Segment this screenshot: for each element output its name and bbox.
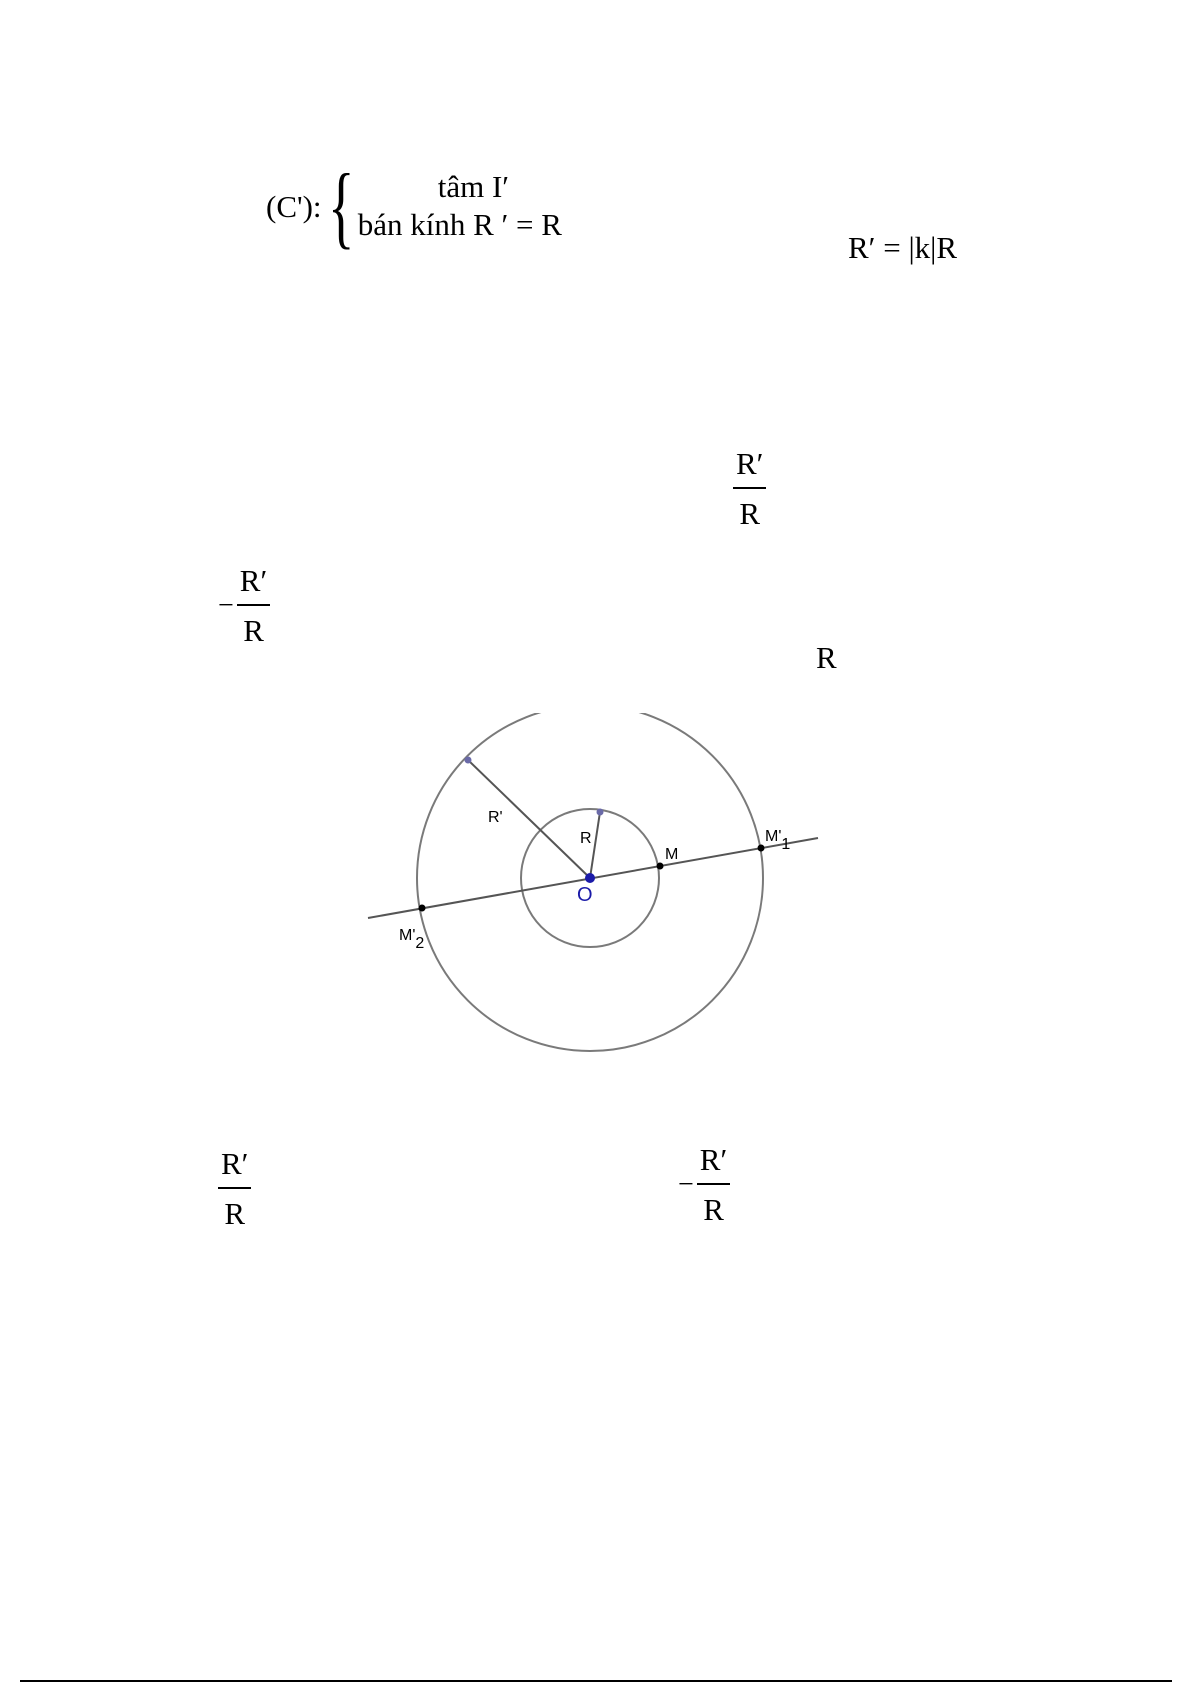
label-m1-sub: 1 <box>781 836 791 853</box>
outer-radius-segment <box>468 760 590 878</box>
fraction-denominator: R <box>703 1192 724 1227</box>
system-label: (C'): <box>266 188 322 224</box>
fraction-bar <box>237 604 270 606</box>
fraction-denominator: R <box>224 1196 246 1231</box>
system-line-radius: bán kính R ′ = R <box>357 207 562 242</box>
fraction-numerator: R′ <box>221 1146 249 1181</box>
point-m <box>657 863 664 870</box>
inner-radius-endpoint <box>597 809 604 816</box>
fraction-numerator: R′ <box>736 446 764 481</box>
center-point <box>585 873 595 883</box>
label-m1 <box>765 828 790 853</box>
fraction-numerator: R′ <box>239 563 268 598</box>
fraction-bar <box>697 1183 730 1185</box>
label-m2 <box>399 927 424 952</box>
page-bottom-rule <box>20 1680 1172 1682</box>
fraction-bar <box>218 1187 251 1189</box>
circle-image-system <box>266 155 562 257</box>
bottom-ratio-fraction <box>218 1148 251 1229</box>
homothety-figure <box>360 710 830 1060</box>
label-m1-base: M' <box>765 828 782 845</box>
fraction-denominator: R <box>243 613 264 648</box>
fraction-denominator: R <box>739 496 761 531</box>
negative-ratio-fraction <box>218 565 270 646</box>
left-brace: { <box>327 155 355 257</box>
label-r: R <box>580 830 592 847</box>
fraction-bar <box>733 487 766 489</box>
minus-sign: − <box>218 589 234 621</box>
clipped-glyph: R <box>816 648 837 675</box>
fraction-numerator: R′ <box>699 1142 728 1177</box>
radius-scale-formula: R′ = |k|R <box>848 230 958 265</box>
minus-sign: − <box>678 1168 694 1200</box>
ratio-fraction-top <box>733 448 766 529</box>
label-m: M <box>665 846 679 863</box>
label-m2-sub: 2 <box>415 935 425 952</box>
label-r-prime: R' <box>488 809 503 826</box>
outer-radius-endpoint <box>465 757 472 764</box>
system-line-center: tâm I′ <box>437 169 510 205</box>
label-o: O <box>577 884 593 906</box>
point-m2 <box>419 905 426 912</box>
point-m1 <box>758 845 765 852</box>
bottom-negative-ratio-fraction <box>678 1144 730 1225</box>
label-m2-base: M' <box>399 927 416 944</box>
